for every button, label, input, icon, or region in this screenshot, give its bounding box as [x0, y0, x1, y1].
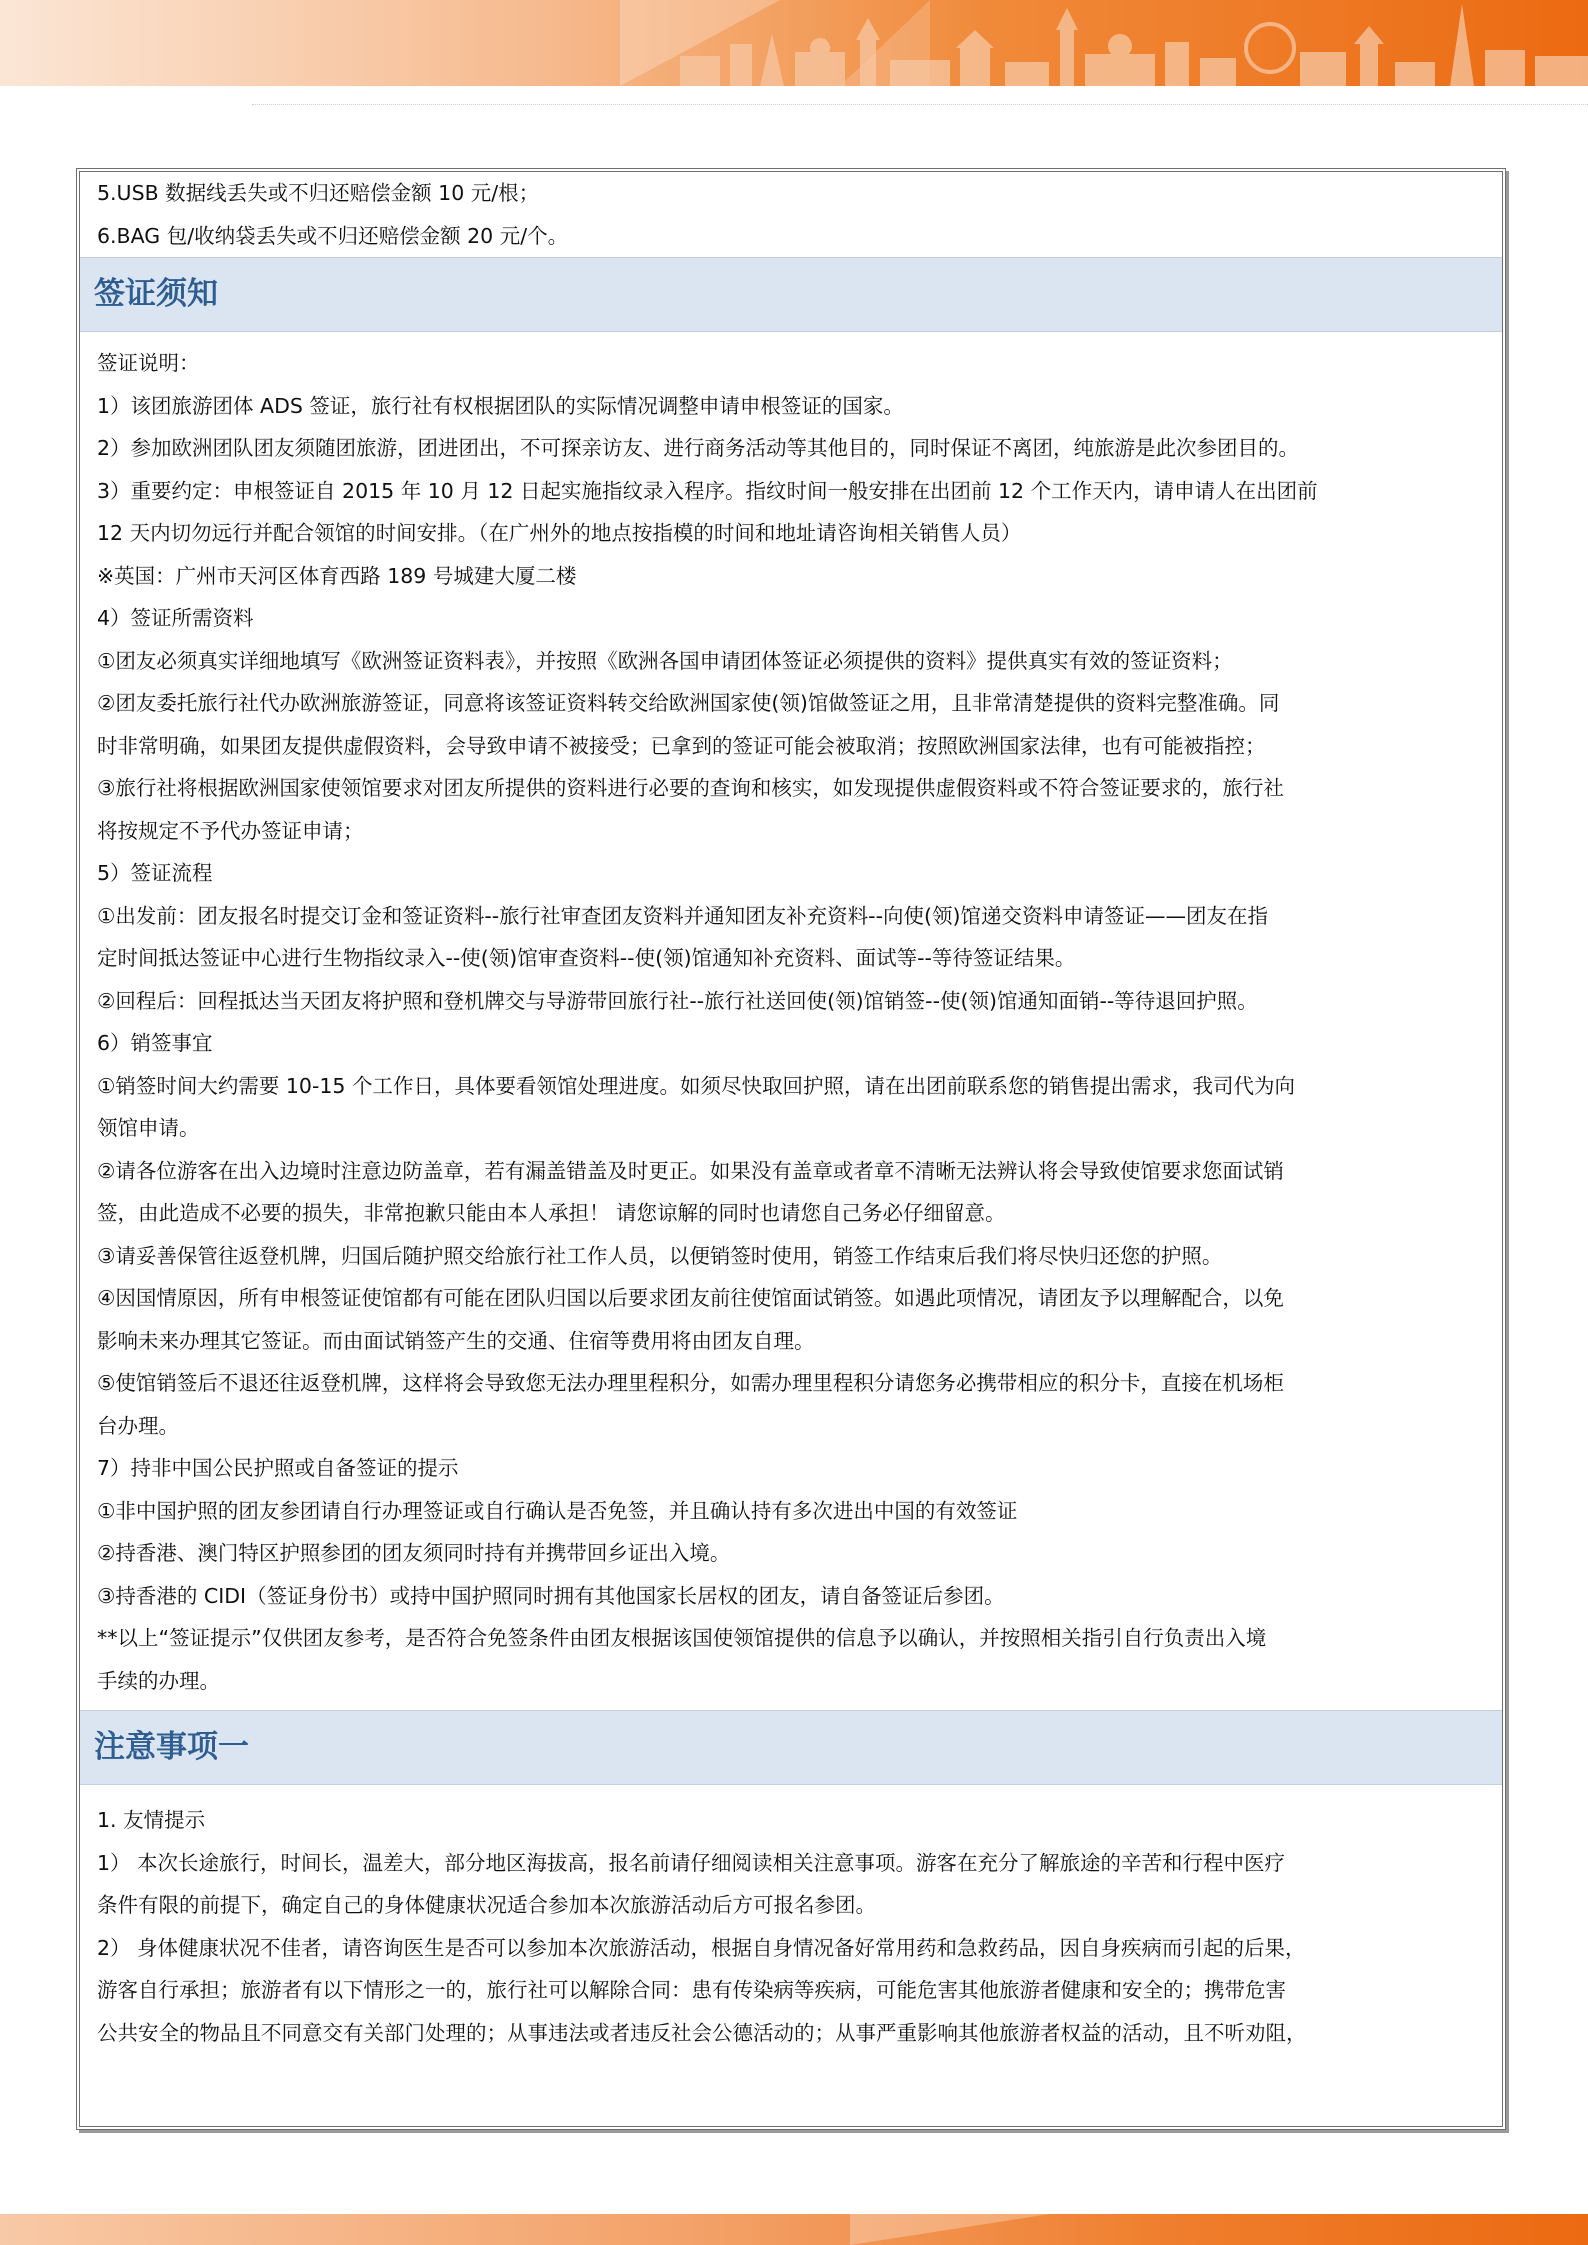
visa-line: ③旅行社将根据欧洲国家使领馆要求对团友所提供的资料进行必要的查询和核实，如发现提供虚假资料或不符合签证要求的，旅行社 [97, 776, 1284, 800]
visa-line: 时非常明确，如果团友提供虚假资料，会导致申请不被接受；已拿到的签证可能会被取消；按照欧洲国家法律，也有可能被指控； [97, 733, 1266, 758]
visa-line: 定时间抵达签证中心进行生物指纹录入--使(领)馆审查资料--使(领)馆通知补充资料、面试等--等待签证结果。 [97, 946, 1076, 970]
visa-line: **以上“签证提示”仅供团友参考，是否符合免签条件由团友根据该国使领馆提供的信息予以确认，并按照相关指引自行负责出入境 [97, 1626, 1267, 1650]
footer-accent-stripe [850, 2214, 1050, 2245]
visa-line: ※英国：广州市天河区体育西路 189 号城建大厦二楼 [97, 563, 577, 588]
city-skyline-icon [660, 4, 1588, 86]
footer-banner [0, 2214, 1588, 2245]
visa-line: 7）持非中国公民护照或自备签证的提示 [97, 1456, 459, 1480]
header-banner [0, 0, 1588, 86]
visa-line: 2）参加欧洲团队团友须随团旅游，团进团出，不可探亲访友、进行商务活动等其他目的，同时保证不离团，纯旅游是此次参团目的。 [97, 436, 1300, 460]
visa-line: 签证说明： [97, 351, 200, 375]
visa-line: ①团友必须真实详细地填写《欧洲签证资料表》，并按照《欧洲各国申请团体签证必须提供的资料》提供真实有效的签证资料； [97, 648, 1233, 673]
visa-line: 4）签证所需资料 [97, 606, 254, 630]
notice-line: 公共安全的物品且不同意交有关部门处理的；从事违法或者违反社会公德活动的；从事严重影响其他旅游者权益的活动，且不听劝阻， [97, 2020, 1307, 2045]
visa-line: ①出发前：团友报名时提交订金和签证资料--旅行社审查团友资料并通知团友补充资料--向使(领)馆递交资料申请签证——团友在指 [97, 903, 1268, 928]
notice-line: 1. 友情提示 [97, 1808, 206, 1832]
intro-line: 6.BAG 包/收纳袋丢失或不归还赔偿金额 20 元/个。 [97, 223, 569, 248]
visa-line: ④因国情原因，所有申根签证使馆都有可能在团队归国以后要求团友前往使馆面试销签。如遇此项情况，请团友予以理解配合，以免 [97, 1286, 1284, 1310]
notice-section-body [80, 1785, 1502, 2054]
visa-line: 签，由此造成不必要的损失，非常抱歉只能由本人承担！ 请您谅解的同时也请您自己务必仔细留意。 [97, 1201, 1006, 1225]
visa-line: ①销签时间大约需要 10-15 个工作日，具体要看领馆处理进度。如须尽快取回护照，请在出团前联系您的销售提出需求，我司代为向 [97, 1073, 1295, 1098]
visa-line: ②回程后：回程抵达当天团友将护照和登机牌交与导游带回旅行社--旅行社送回使(领)馆销签--使(领)馆通知面销--等待退回护照。 [97, 988, 1258, 1013]
content-frame [76, 168, 1506, 2130]
visa-line: 12 天内切勿远行并配合领馆的时间安排。（在广州外的地点按指模的时间和地址请咨询相关销售人员） [97, 521, 1022, 545]
notice-line: 游客自行承担；旅游者有以下情形之一的，旅行社可以解除合同：患有传染病等疾病，可能危害其他旅游者健康和安全的；携带危害 [97, 1978, 1286, 2002]
visa-line: 台办理。 [97, 1413, 179, 1438]
visa-line: ②团友委托旅行社代办欧洲旅游签证，同意将该签证资料转交给欧洲国家使(领)馆做签证之用，且非常清楚提供的资料完整准确。同 [97, 691, 1280, 715]
visa-line: 领馆申请。 [97, 1116, 200, 1140]
notice-line: 条件有限的前提下，确定自己的身体健康状况适合参加本次旅游活动后方可报名参团。 [97, 1893, 876, 1917]
visa-line: 5）签证流程 [97, 861, 213, 885]
visa-line: ②请各位游客在出入边境时注意边防盖章，若有漏盖错盖及时更正。如果没有盖章或者章不清晰无法辨认将会导致使馆要求您面试销 [97, 1158, 1284, 1183]
visa-line: 3）重要约定：申根签证自 2015 年 10 月 12 日起实施指纹录入程序。指纹时间一般安排在出团前 12 个工作天内，请申请人在出团前 [97, 478, 1318, 503]
intro-line: 5.USB 数据线丢失或不归还赔偿金额 10 元/根； [97, 181, 540, 205]
header-divider [252, 104, 1588, 105]
visa-line: ①非中国护照的团友参团请自行办理签证或自行确认是否免签，并且确认持有多次进出中国的有效签证 [97, 1498, 1018, 1523]
visa-line: ③持香港的 CIDI（签证身份书）或持中国护照同时拥有其他国家长居权的团友，请自备签证后参团。 [97, 1583, 1005, 1608]
visa-line: ③请妥善保管往返登机牌，归国后随护照交给旅行社工作人员，以便销签时使用，销签工作结束后我们将尽快归还您的护照。 [97, 1243, 1223, 1268]
visa-line: 影响未来办理其它签证。而由面试销签产生的交通、住宿等费用将由团友自理。 [97, 1328, 815, 1353]
intro-block [80, 172, 1502, 257]
notice-line: 2） 身体健康状况不佳者，请咨询医生是否可以参加本次旅游活动，根据自身情况备好常用药和急救药品，因自身疾病而引起的后果， [97, 1935, 1306, 1960]
visa-section-heading: 签证须知 [80, 257, 1502, 332]
notice-line: 1） 本次长途旅行，时间长，温差大，部分地区海拔高，报名前请仔细阅读相关注意事项。游客在充分了解旅途的辛苦和行程中医疗 [97, 1850, 1286, 1875]
visa-section-body [80, 332, 1502, 1710]
visa-line: 1）该团旅游团体 ADS 签证，旅行社有权根据团队的实际情况调整申请申根签证的国家。 [97, 393, 904, 418]
notice-section-heading: 注意事项一 [80, 1710, 1502, 1785]
visa-line: ②持香港、澳门特区护照参团的团友须同时持有并携带回乡证出入境。 [97, 1541, 731, 1565]
visa-line: ⑤使馆销签后不退还往返登机牌，这样将会导致您无法办理里程积分，如需办理里程积分请您务必携带相应的积分卡，直接在机场柜 [97, 1371, 1284, 1395]
visa-line: 6）销签事宜 [97, 1031, 213, 1055]
visa-line: 将按规定不予代办签证申请； [97, 818, 364, 843]
visa-line: 手续的办理。 [97, 1668, 220, 1693]
